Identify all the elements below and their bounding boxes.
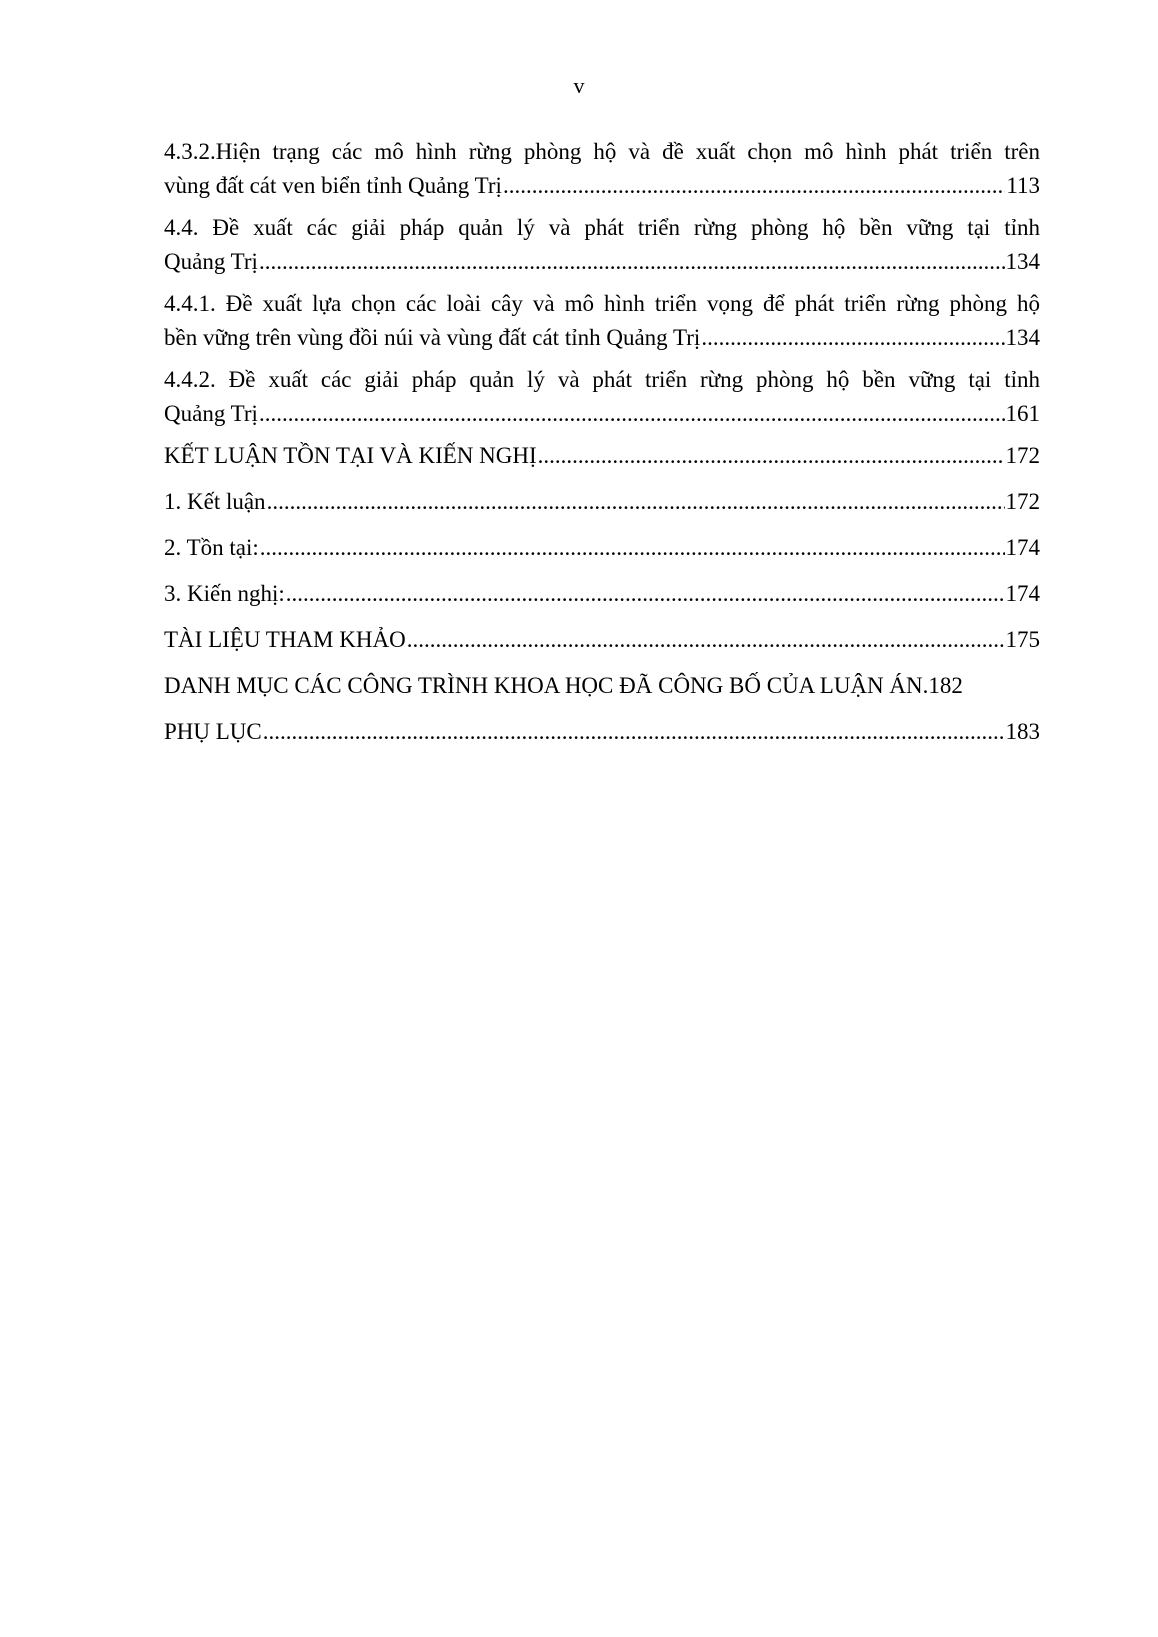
dot-leader [701, 321, 1004, 355]
toc-entry-text: PHỤ LỤC [164, 719, 262, 744]
toc-page-number: 134 [1005, 325, 1040, 350]
toc-entry-leader-line [164, 245, 1040, 279]
toc-page-number: 134 [1005, 249, 1040, 274]
toc-entry-leader-line [164, 397, 1040, 431]
dot-leader [503, 169, 1005, 203]
toc-page-number: 175 [1005, 627, 1040, 652]
toc-entry[interactable] [164, 439, 1040, 473]
toc-entry[interactable] [164, 715, 1040, 749]
toc-entry[interactable] [164, 669, 1040, 703]
table-of-contents [164, 135, 1040, 761]
dot-leader [286, 577, 1005, 611]
toc-page-number: 174 [1005, 535, 1040, 560]
toc-page-number: 182 [928, 673, 963, 698]
toc-entry[interactable] [164, 485, 1040, 519]
toc-entry-text: bền vững trên vùng đồi núi và vùng đất cát tỉnh Quảng Trị [164, 325, 701, 350]
toc-entry-first-line: 4.4.2. Đề xuất các giải pháp quản lý và phát triển rừng phòng hộ bền vững tại tỉnh [164, 367, 1040, 392]
dot-leader [267, 485, 1005, 519]
toc-entry[interactable] [164, 135, 1040, 203]
dot-leader [259, 397, 1005, 431]
toc-entry-text: KẾT LUẬN TỒN TẠI VÀ KIẾN NGHỊ [164, 443, 537, 468]
toc-page-number: 174 [1005, 581, 1040, 606]
toc-entry-first-line: 4.3.2.Hiện trạng các mô hình rừng phòng hộ và đề xuất chọn mô hình phát triển trên [164, 139, 1040, 164]
toc-entry-text: 3. Kiến nghị: [164, 581, 285, 606]
toc-entry-leader-line [164, 169, 1040, 203]
dot-leader [259, 245, 1005, 279]
toc-entry[interactable] [164, 531, 1040, 565]
toc-entry-first-line: 4.4.1. Đề xuất lựa chọn các loài cây và mô hình triển vọng để phát triển rừng phòng hộ [164, 291, 1040, 316]
dot-leader [260, 531, 1005, 565]
toc-entry-leader-line [164, 321, 1040, 355]
toc-entry[interactable] [164, 363, 1040, 431]
dot-leader [263, 715, 1005, 749]
dot-leader [538, 439, 1005, 473]
toc-entry[interactable] [164, 287, 1040, 355]
toc-entry-text: 2. Tồn tại: [164, 535, 259, 560]
toc-entry-text: DANH MỤC CÁC CÔNG TRÌNH KHOA HỌC ĐÃ CÔNG BỐ CỦA LUẬN ÁN. [164, 673, 929, 698]
toc-page-number: 161 [1005, 401, 1040, 426]
toc-entry-text: Quảng Trị [164, 249, 258, 274]
dot-leader [407, 623, 1005, 657]
toc-page-number: 172 [1005, 443, 1040, 468]
toc-entry[interactable] [164, 623, 1040, 657]
toc-page-number: 113 [1006, 173, 1040, 198]
toc-entry-text: vùng đất cát ven biển tỉnh Quảng Trị [164, 173, 502, 198]
toc-entry-text: TÀI LIỆU THAM KHẢO [164, 627, 406, 652]
page-number: v [573, 73, 585, 98]
toc-entry-text: 1. Kết luận [164, 489, 266, 514]
toc-entry[interactable] [164, 577, 1040, 611]
toc-entry-first-line: 4.4. Đề xuất các giải pháp quản lý và phát triển rừng phòng hộ bền vững tại tỉnh [164, 215, 1040, 240]
toc-entry-text: Quảng Trị [164, 401, 258, 426]
toc-page-number: 172 [1005, 489, 1040, 514]
toc-entry[interactable] [164, 211, 1040, 279]
toc-page-number: 183 [1005, 719, 1040, 744]
